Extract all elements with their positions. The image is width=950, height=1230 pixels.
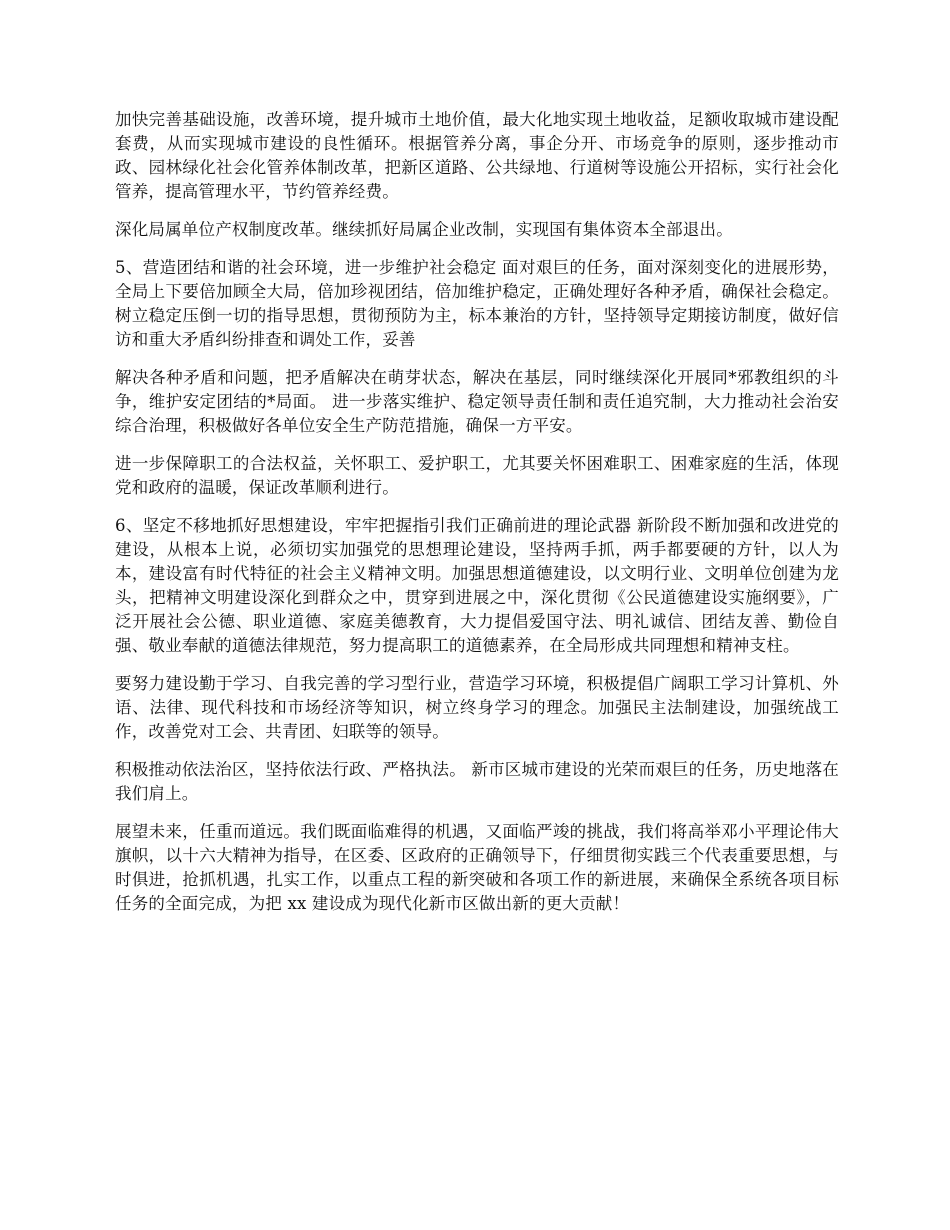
document-body: [115, 108, 839, 930]
paragraph-infrastructure: 加快完善基础设施，改善环境，提升城市土地价值，最大化地实现土地收益，足额收取城市建设配套费，从而实现城市建设的良性循环。根据管养分离，事企分开、市场竞争的原则，逐步推动市政、园林绿化社会化管养体制改革，把新区道路、公共绿地、行道树等设施公开招标，实行社会化管养，提高管理水平，节约管养经费。: [115, 110, 839, 201]
paragraph-rule-of-law: 积极推动依法治区，坚持依法行政、严格执法。 新市区城市建设的光荣而艰巨的任务，历史地落在我们肩上。: [115, 760, 839, 803]
paragraph-worker-rights: 进一步保障职工的合法权益，关怀职工、爱护职工，尤其要关怀困难职工、困难家庭的生活，体现党和政府的温暖，保证改革顺利进行。: [115, 454, 839, 497]
paragraph-outlook: 展望未来，任重而道远。我们既面临难得的机遇，又面临严竣的挑战，我们将高举邓小平理论伟大旗帜，以十六大精神为指导，在区委、区政府的正确领导下，仔细贯彻实践三个代表重要思想，与时俱进，抢抓机遇，扎实工作，以重点工程的新突破和各项工作的新进展，来确保全系统各项目标任务的全面完成，为把 xx 建设成为现代化新市区做出新的更大贡献！: [115, 822, 839, 913]
paragraph-learning-industry: 要努力建设勤于学习、自我完善的学习型行业，营造学习环境，积极提倡广阔职工学习计算机、外语、法律、现代科技和市场经济等知识，树立终身学习的理念。加强民主法制建设，加强统战工作，改善党对工会、共青团、妇联等的领导。: [115, 674, 839, 741]
paragraph-conflict-resolution: 解决各种矛盾和问题，把矛盾解决在萌芽状态，解决在基层，同时继续深化开展同*邪教组织的斗争，维护安定团结的*局面。 进一步落实维护、稳定领导责任制和责任追究制，大力推动社会治安综合治理，积极做好各单位安全生产防范措施，确保一方平安。: [115, 368, 839, 435]
paragraph-property-reform: 深化局属单位产权制度改革。继续抓好局属企业改制，实现国有集体资本全部退出。: [115, 220, 733, 239]
paragraph-social-stability: 5、营造团结和谐的社会环境，进一步维护社会稳定 面对艰巨的任务，面对深刻变化的进展形势，全局上下要倍加顾全大局，倍加珍视团结，倍加维护稳定，正确处理好各种矛盾，确保社会稳定。 树立稳定压倒一切的指导思想，贯彻预防为主，标本兼治的方针，坚持领导定期接访制度，做好信访和重大矛盾纠纷排查和调处工作，妥善: [115, 258, 839, 349]
paragraph-ideological-building: 6、坚定不移地抓好思想建设，牢牢把握指引我们正确前进的理论武器 新阶段不断加强和改进党的建设，从根本上说，必须切实加强党的思想理论建设，坚持两手抓，两手都要硬的方针，以人为本，建设富有时代特征的社会主义精神文明。加强思想道德建设，以文明行业、文明单位创建为龙头，把精神文明建设深化到群众之中，贯穿到进展之中，深化贯彻《公民道德建设实施纲要》，广泛开展社会公德、职业道德、家庭美德教育，大力提倡爱国守法、明礼诚信、团结友善、勤俭自强、敬业奉献的道德法律规范，努力提高职工的道德素养，在全局形成共同理想和精神支柱。: [115, 516, 839, 655]
